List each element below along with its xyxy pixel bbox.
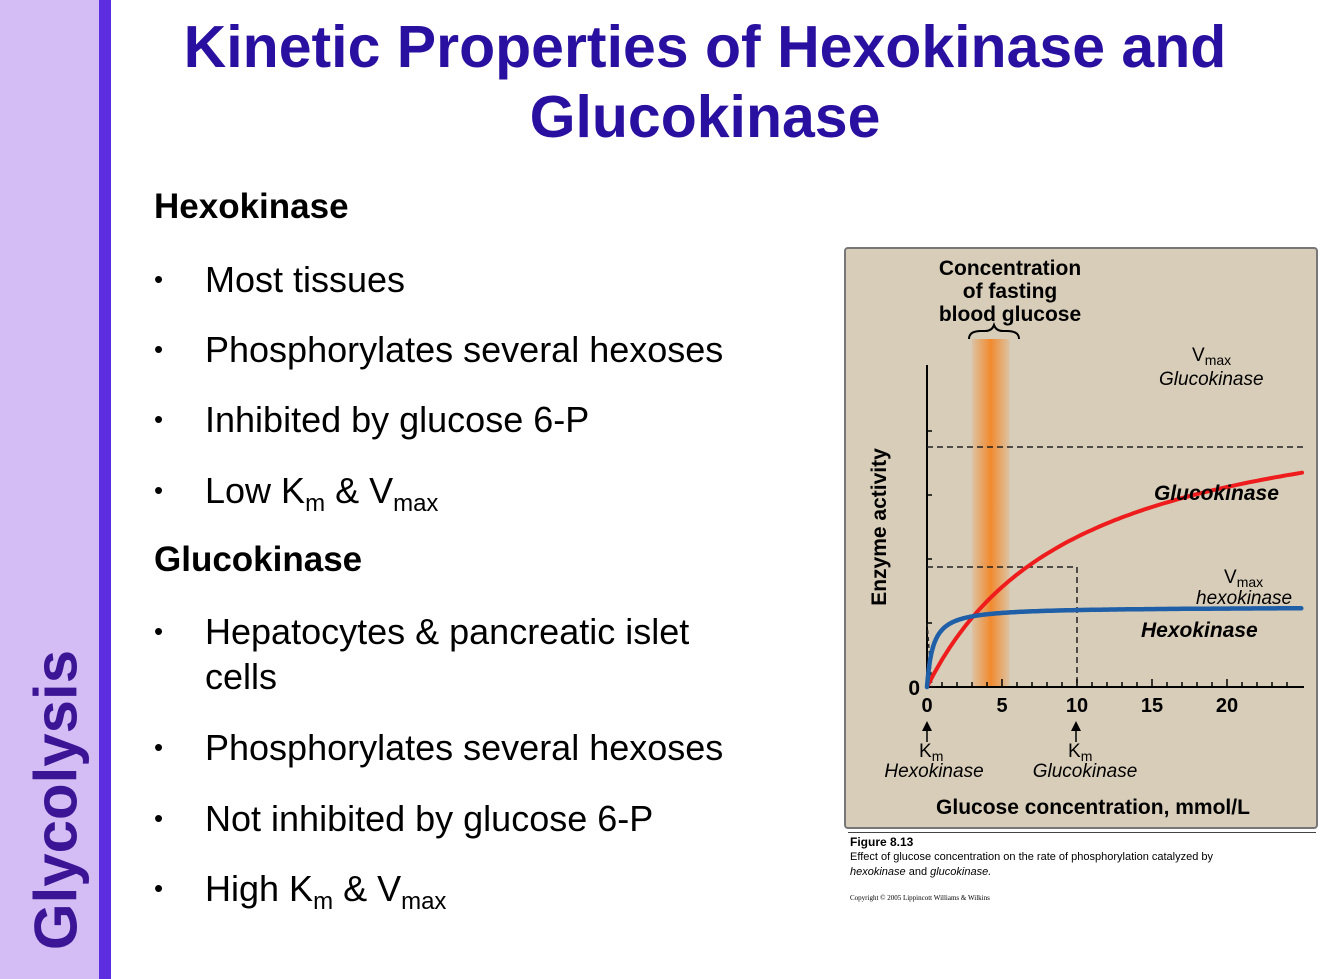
glucokinase-heading: Glucokinase — [154, 540, 363, 579]
list-item-text — [205, 866, 447, 915]
kinetics-prefix: High K — [205, 868, 314, 909]
x-tick-label: 20 — [1215, 695, 1239, 717]
bullet-icon: • — [154, 264, 164, 294]
x-tick-label: 15 — [1140, 695, 1164, 717]
title-line-2: Glucokinase — [529, 84, 881, 150]
sidebar-label: Glycolysis — [22, 649, 90, 951]
vmax-subscript: max — [393, 490, 439, 517]
x-tick-label: 10 — [1065, 695, 1089, 717]
list-item-text: Inhibited by glucose 6-P — [205, 399, 590, 440]
sidebar-rule — [99, 0, 111, 979]
enzyme-kinetics-chart — [844, 247, 1318, 829]
y-axis-zero-label: 0 — [908, 677, 920, 700]
vmax-subscript: max — [401, 888, 447, 915]
copyright-notice: Copyright © 2005 Lippincott Williams & Wilkins — [850, 894, 990, 902]
bullet-icon: • — [154, 873, 164, 903]
bullet-icon: • — [154, 334, 164, 364]
km-hexokinase-symbol: $K_m$ — [919, 741, 944, 764]
list-item-text: Not inhibited by glucose 6-P — [205, 798, 654, 839]
x-axis-label: Glucose concentration, mmol/L — [936, 796, 1250, 819]
vmax-glucokinase-label: Glucokinase — [1159, 369, 1264, 390]
band-brace — [969, 325, 1019, 339]
caption-hexokinase: hexokinase — [850, 866, 906, 878]
km-subscript: m — [313, 888, 334, 915]
title-line-1: Kinetic Properties of Hexokinase and — [183, 14, 1227, 80]
bullet-icon: • — [154, 732, 164, 762]
list-item-text: Phosphorylates several hexoses — [205, 727, 724, 768]
slide-title — [140, 12, 1270, 152]
band-label-line-2: of fasting — [962, 280, 1058, 303]
list-item-text-continued: cells — [205, 656, 278, 697]
bullet-icon: • — [154, 616, 164, 646]
band-label-line-1: Concentration — [938, 257, 1082, 280]
band-label-line-3: blood glucose — [938, 303, 1082, 326]
km-glucokinase-symbol: $K_m$ — [1068, 741, 1093, 764]
caption-rule — [848, 832, 1316, 833]
caption-and: and — [905, 866, 931, 878]
kinetics-mid: & V — [325, 470, 394, 511]
hexokinase-curve-label: Hexokinase — [1141, 619, 1258, 642]
km-hexokinase-marker — [884, 721, 983, 782]
km-glucokinase-marker — [1033, 721, 1138, 782]
x-tick-label: 0 — [921, 695, 933, 717]
vmax-hexokinase-label: hexokinase — [1196, 588, 1293, 609]
fasting-glucose-band — [972, 339, 1010, 687]
bullet-icon: • — [154, 404, 164, 434]
kinetics-mid: & V — [333, 868, 402, 909]
caption-title: Figure 8.13 — [850, 835, 914, 849]
hexokinase-heading: Hexokinase — [154, 187, 349, 226]
caption-glucokinase: glucokinase. — [930, 866, 992, 878]
y-axis-label: Enzyme activity — [868, 448, 891, 606]
x-tick-label: 5 — [996, 695, 1008, 717]
vmax-hexokinase-symbol: $V_{max}$ — [1224, 567, 1264, 590]
vmax-glucokinase-symbol: $V_{max}$ — [1192, 345, 1232, 368]
km-glucokinase-label: Glucokinase — [1032, 761, 1138, 782]
km-hexokinase-label: Hexokinase — [884, 761, 984, 782]
caption-line-2 — [850, 866, 991, 878]
list-item-text: Most tissues — [205, 259, 406, 300]
bullet-icon: • — [154, 803, 164, 833]
km-subscript: m — [305, 490, 326, 517]
bullet-icon: • — [154, 475, 164, 505]
list-item-text: Phosphorylates several hexoses — [205, 329, 724, 370]
list-item-text: Hepatocytes & pancreatic islet — [205, 611, 690, 652]
glucokinase-curve-label: Glucokinase — [1154, 482, 1279, 505]
list-item-text — [205, 468, 439, 517]
caption-line-1: Effect of glucose concentration on the rate of phosphorylation catalyzed by — [850, 851, 1214, 863]
kinetics-prefix: Low K — [205, 470, 306, 511]
